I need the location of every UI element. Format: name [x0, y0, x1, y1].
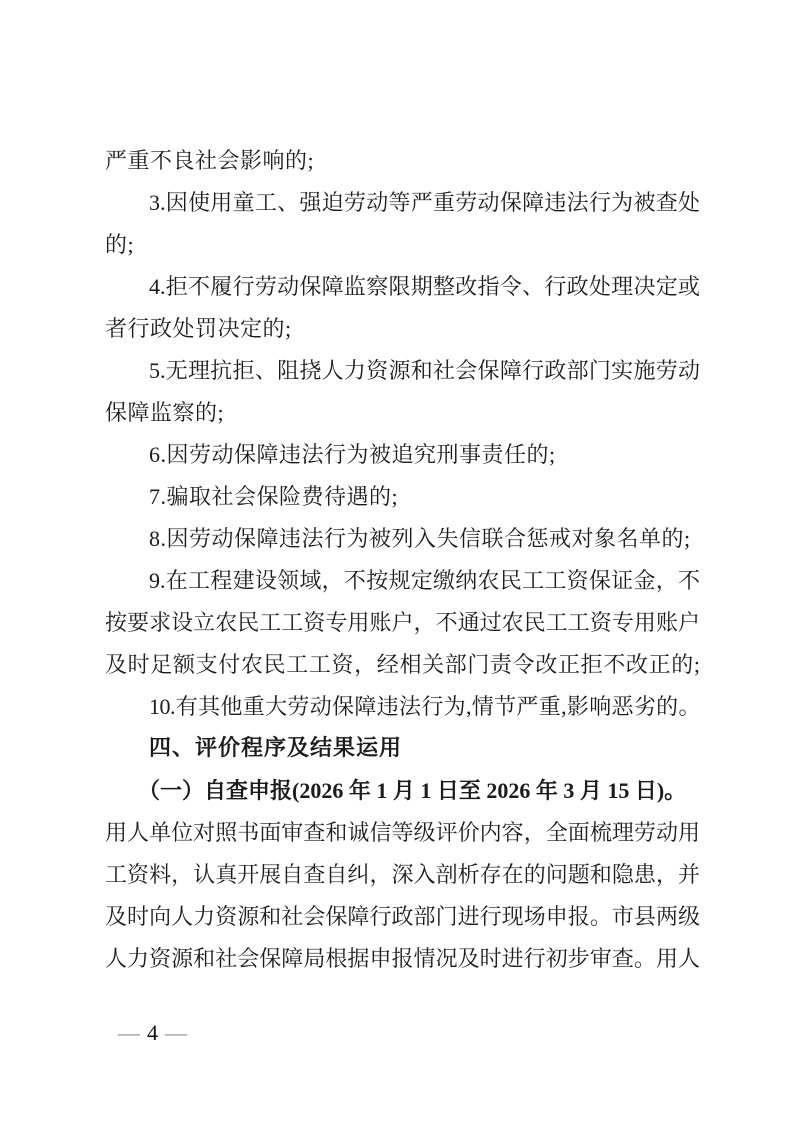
- list-item-4-line: 4.拒不履行劳动保障监察限期整改指令、行政处理决定或: [149, 274, 700, 299]
- footer-dash-left: —: [118, 1020, 140, 1045]
- list-item-4-continuation: 者行政处罚决定的;: [105, 316, 292, 341]
- list-item-6-line: 6.因劳动保障违法行为被追究刑事责任的;: [149, 442, 556, 467]
- list-item-7-line: 7.骗取社会保险费待遇的;: [149, 484, 399, 509]
- list-item-5-continuation: 保障监察的;: [105, 400, 225, 425]
- list-item-5-line: 5.无理抗拒、阻挠人力资源和社会保障行政部门实施劳动: [149, 358, 700, 383]
- page-number: 4: [147, 1020, 158, 1045]
- subsection-heading: （一）自查申报(2026 年 1 月 1 日至 2026 年 3 月 15 日)。: [138, 778, 687, 803]
- list-item-9-continuation-1: 按要求设立农民工工资专用账户，不通过农民工工资专用账户: [105, 610, 700, 635]
- paragraph-line-3: 及时向人力资源和社会保障行政部门进行现场申报。市县两级: [105, 904, 700, 929]
- list-item-9-continuation-2: 及时足额支付农民工工资，经相关部门责令改正拒不改正的;: [105, 652, 700, 677]
- paragraph-line-1: 用人单位对照书面审查和诚信等级评价内容，全面梳理劳动用: [105, 820, 700, 845]
- list-item-3-line: 3.因使用童工、强迫劳动等严重劳动保障违法行为被查处: [149, 190, 700, 215]
- paragraph-continuation-line: 严重不良社会影响的;: [105, 148, 315, 173]
- list-item-9-line: 9.在工程建设领域，不按规定缴纳农民工工资保证金，不: [149, 568, 700, 593]
- list-item-3-continuation: 的;: [105, 232, 135, 257]
- list-item-8-line: 8.因劳动保障违法行为被列入失信联合惩戒对象名单的;: [149, 526, 691, 551]
- section-heading: 四、评价程序及结果运用: [149, 736, 403, 761]
- paragraph-line-2: 工资料，认真开展自查自纠，深入剖析存在的问题和隐患，并: [105, 862, 700, 887]
- document-body: [105, 140, 700, 980]
- paragraph-line-4: 人力资源和社会保障局根据申报情况及时进行初步审查。用人: [105, 946, 700, 971]
- footer-dash-right: —: [165, 1020, 187, 1045]
- page-footer: [105, 1012, 713, 1054]
- list-item-10-line: 10.有其他重大劳动保障违法行为,情节严重,影响恶劣的。: [149, 694, 700, 719]
